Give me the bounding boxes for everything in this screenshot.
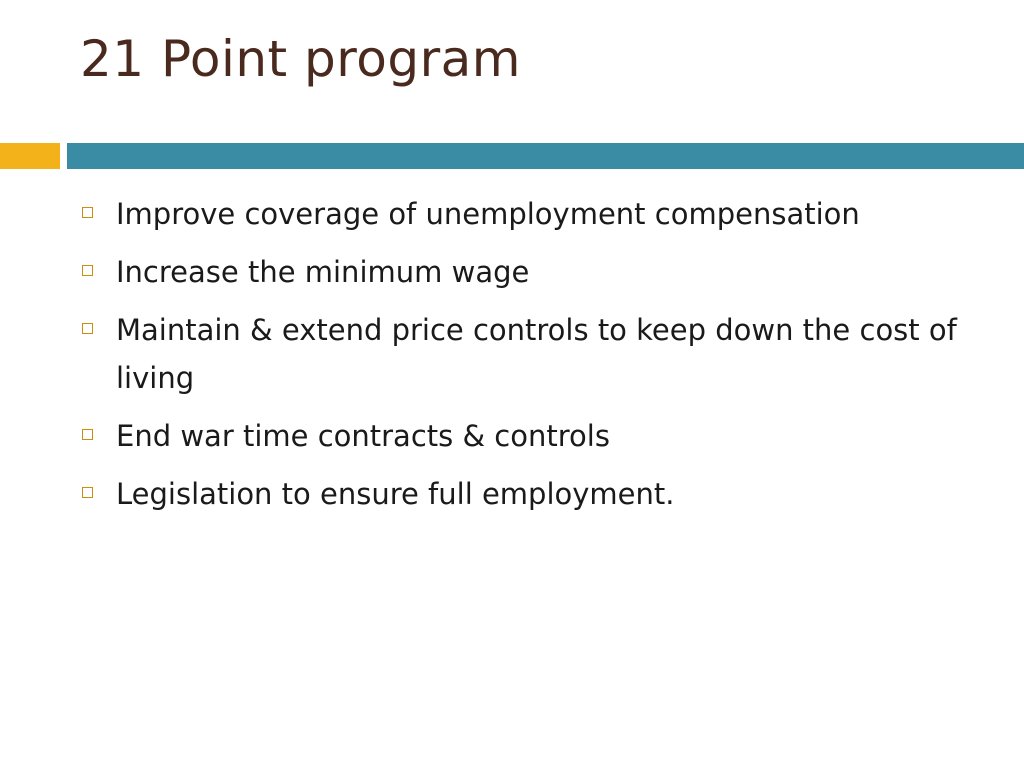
bullet-item xyxy=(82,470,982,518)
bullet-text: Improve coverage of unemployment compensation xyxy=(116,197,860,231)
square-bullet-icon xyxy=(82,323,93,334)
bullet-list xyxy=(82,190,982,528)
bullet-item xyxy=(82,190,982,238)
accent-bar-teal xyxy=(67,143,1024,169)
square-bullet-icon xyxy=(82,207,93,218)
bullet-item xyxy=(82,412,982,460)
bullet-text: Legislation to ensure full employment. xyxy=(116,477,675,511)
square-bullet-icon xyxy=(82,429,93,440)
accent-bar-orange xyxy=(0,143,60,169)
slide-title: 21 Point program xyxy=(80,30,521,88)
bullet-item xyxy=(82,248,982,296)
bullet-text: Maintain & extend price controls to keep down the cost of living xyxy=(116,313,957,395)
square-bullet-icon xyxy=(82,265,93,276)
square-bullet-icon xyxy=(82,487,93,498)
bullet-text: Increase the minimum wage xyxy=(116,255,530,289)
bullet-item xyxy=(82,306,982,402)
bullet-text: End war time contracts & controls xyxy=(116,419,610,453)
